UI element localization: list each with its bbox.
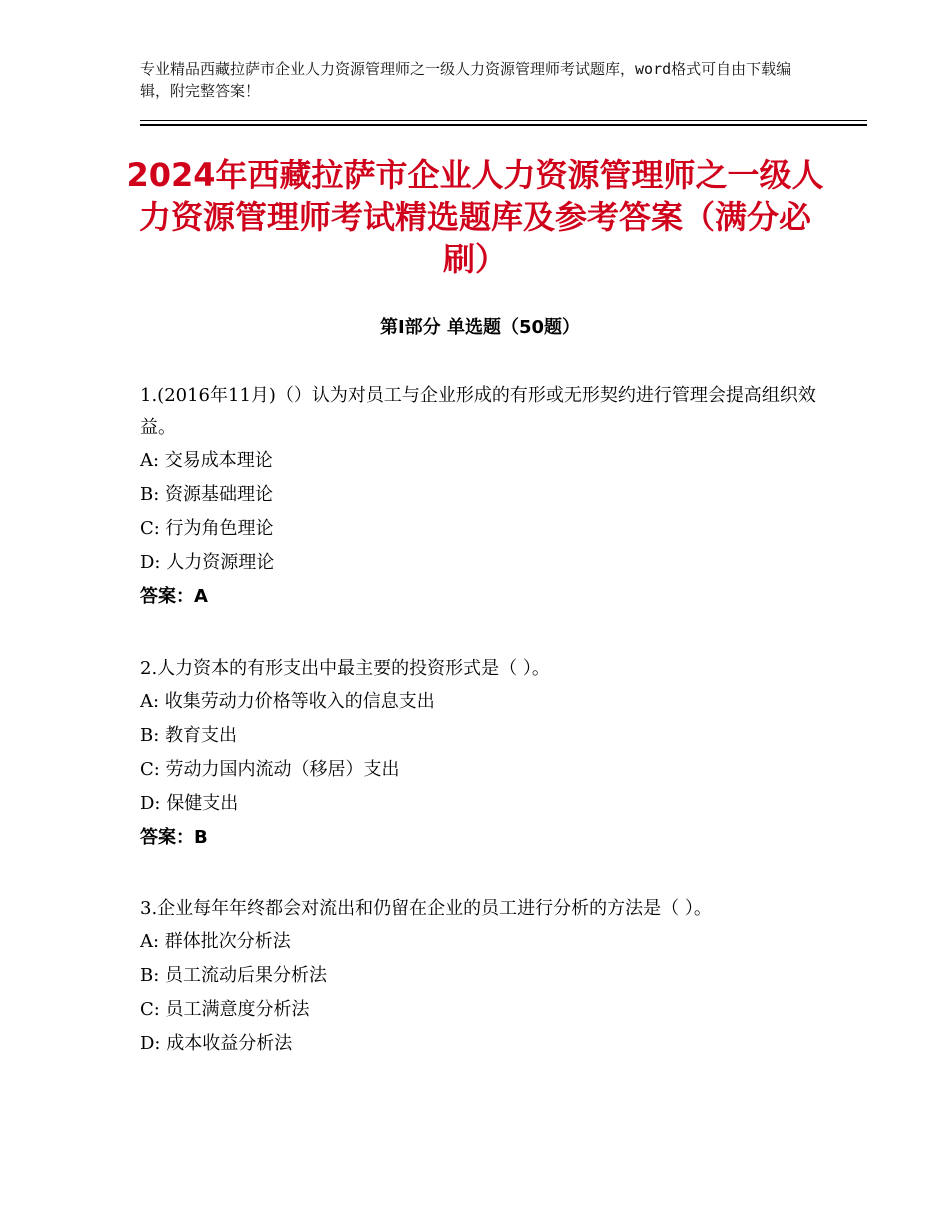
answer-label: 答案：A: [140, 586, 208, 607]
option-d: D: 保健支出: [140, 793, 239, 814]
option-d: D: 成本收益分析法: [140, 1033, 293, 1054]
option-c: C: 员工满意度分析法: [140, 999, 310, 1020]
option-b: B: 资源基础理论: [140, 484, 274, 505]
question-stem: 1.(2016年11月)（）认为对员工与企业形成的有形或无形契约进行管理会提高组织效益。: [140, 385, 816, 438]
option-d: D: 人力资源理论: [140, 552, 275, 573]
option-a: A: 收集劳动力价格等收入的信息支出: [140, 691, 435, 712]
question-stem: 2.人力资本的有形支出中最主要的投资形式是（ ）。: [140, 658, 550, 679]
section-title: 第Ⅰ部分 单选题（50题）: [379, 317, 580, 338]
option-b: B: 员工流动后果分析法: [140, 965, 328, 986]
answer-label: 答案：B: [140, 827, 208, 848]
option-c: C: 劳动力国内流动（移居）支出: [140, 759, 400, 780]
option-c: C: 行为角色理论: [140, 518, 274, 539]
question-1: [140, 380, 820, 614]
header-note: 专业精品西藏拉萨市企业人力资源管理师之一级人力资源管理师考试题库，word格式可自由下载编辑，附完整答案！: [140, 60, 792, 100]
question-3: [140, 893, 820, 1061]
question-2: [140, 653, 820, 855]
document-title: 2024年西藏拉萨市企业人力资源管理师之一级人力资源管理师考试精选题库及参考答案（满分必刷）: [126, 156, 824, 278]
option-a: A: 交易成本理论: [140, 450, 273, 471]
header-divider-thin: [140, 120, 867, 121]
question-stem: 3.企业每年年终都会对流出和仍留在企业的员工进行分析的方法是（ ）。: [140, 898, 712, 919]
header-divider-thick: [140, 124, 867, 126]
option-a: A: 群体批次分析法: [140, 931, 291, 952]
option-b: B: 教育支出: [140, 725, 238, 746]
